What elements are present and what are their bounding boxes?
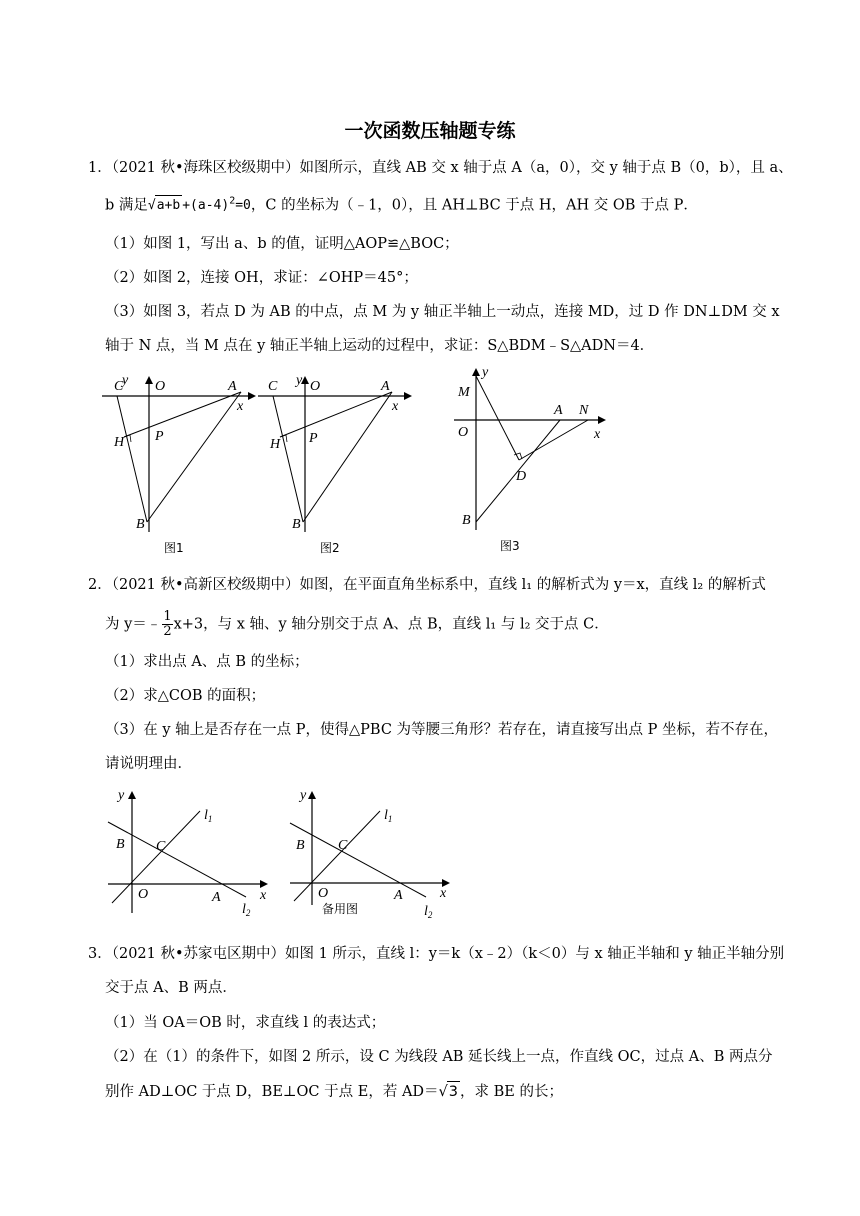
svg-text:B: B [292, 517, 301, 532]
svg-text:x: x [237, 399, 244, 414]
svg-text:l1: $l_1$ [204, 808, 213, 824]
svg-text:x: x [392, 399, 399, 414]
q1-exponent: 2 [229, 196, 236, 207]
q1-part1: （1）如图 1，写出 a、b 的值，证明△AOP≌△BOC； [105, 236, 459, 252]
q1-eq: =0 [235, 198, 251, 214]
svg-text:H: H [114, 435, 125, 450]
q2-line2-pre: 为 y＝﹣ [105, 616, 162, 633]
q1-part2: （2）如图 2，连接 OH，求证：∠OHP＝45°； [105, 270, 418, 286]
svg-text:D: D [516, 469, 527, 484]
svg-text:x: x [594, 427, 601, 442]
q1-figure-1 [100, 372, 260, 562]
q1-part3b: 轴于 N 点，当 M 点在 y 轴正半轴上运动的过程中，求证：S△BDM﹣S△ADN＝4． [105, 338, 655, 354]
svg-text:P: P [309, 431, 318, 446]
q2-backup-caption: 备用图 [322, 902, 359, 916]
q2-part3b: 请说明理由． [105, 756, 192, 772]
q2-part2: （2）求△COB 的面积； [105, 688, 266, 704]
q1-part3a: （3）如图 3，若点 D 为 AB 的中点，点 M 为 y 轴正半轴上一动点，连接 MD，过 D 作 DN⊥DM 交 x [105, 304, 780, 320]
svg-text:M: M [458, 385, 470, 400]
svg-text:O: O [458, 425, 469, 440]
q2-line2-post: x+3，与 x 轴、y 轴分别交于点 A、点 B，直线 l₁ 与 l₂ 交于点 C． [173, 616, 609, 633]
svg-text:y: y [300, 788, 307, 803]
q1-fig3-caption: 图3 [500, 539, 520, 553]
svg-text:l2: $l_2$ [242, 902, 251, 918]
q3-part2b-pre: 别作 AD⊥OC 于点 D，BE⊥OC 于点 E，若 AD＝ [105, 1084, 439, 1100]
svg-text:A: A [394, 888, 403, 903]
q2-frac-num: 1 [163, 609, 172, 624]
svg-text:C: C [338, 838, 348, 853]
q3-line2: 交于点 A、B 两点． [105, 980, 237, 996]
q3-part2b-post: ，求 BE 的长； [460, 1084, 563, 1100]
q3-part1: （1）当 OA＝OB 时，求直线 l 的表达式； [105, 1015, 386, 1031]
svg-text:l2: $l_2$ [424, 904, 433, 920]
q2-part3a: （3）在 y 轴上是否存在一点 P，使得△PBC 为等腰三角形？若存在，请直接写出点 P 坐标，若不存在， [105, 722, 779, 738]
svg-text:A: A [381, 379, 390, 394]
q3-sqrt-value: 3 [447, 1081, 460, 1102]
q2-figure-main [100, 785, 280, 929]
q1-fig1-caption: 图1 [164, 541, 184, 555]
q2-figure-backup [282, 785, 462, 929]
svg-text:A: A [212, 890, 221, 905]
q1-figure-3 [452, 362, 612, 562]
svg-text:x: x [260, 888, 267, 903]
svg-text:O: O [310, 379, 321, 394]
q1-formula2: +(a-4) [182, 198, 230, 214]
svg-text:P: P [155, 429, 164, 444]
svg-text:x: x [440, 886, 447, 901]
svg-text:B: B [136, 517, 145, 532]
q1-fig2-caption: 图2 [320, 541, 340, 555]
svg-text:O: O [318, 886, 329, 901]
q2-frac-den: 2 [163, 624, 172, 639]
q1-line2-post: ，C 的坐标为（﹣1，0），且 AH⊥BC 于点 H，AH 交 OB 于点 P． [250, 197, 698, 214]
q2-fraction [162, 610, 172, 639]
svg-text:y: y [118, 788, 125, 803]
q1-line2: b 满足$√a+b +(a-4)^2=0$，C 的坐标为（﹣1，0），且 AH⊥BC 于点 H，AH 交 OB 于点 P． [105, 192, 698, 216]
q1-sqrt-expr: a+b [155, 195, 182, 216]
q3-line1: 3．（2021 秋•苏家屯区期中）如图 1 所示，直线 l：y＝k（x﹣2）（k＜0）与 x 轴正半轴和 y 轴正半轴分别 [88, 946, 785, 962]
q2-part1: （1）求出点 A、点 B 的坐标； [105, 654, 309, 670]
q3-part2a: （2）在（1）的条件下，如图 2 所示，设 C 为线段 AB 延长线上一点，作直线 OC，过点 A、B 两点分 [105, 1049, 773, 1065]
page-title: 一次函数压轴题专练 [344, 120, 516, 142]
svg-text:N: N [579, 403, 589, 418]
q1-line2-pre: b 满足 [105, 197, 148, 214]
q1-line1: 1．（2021 秋•海珠区校级期中）如图所示，直线 AB 交 x 轴于点 A（a，0），交 y 轴于点 B（0，b），且 a、 [88, 160, 793, 176]
svg-text:y: y [122, 373, 129, 388]
svg-text:C: C [114, 379, 124, 394]
q3-part2b: 别作 AD⊥OC 于点 D，BE⊥OC 于点 E，若 AD＝√3 ，求 BE 的长； [105, 1081, 563, 1102]
q2-line2 [105, 610, 609, 639]
svg-text:O: O [138, 887, 149, 902]
svg-text:A: A [554, 403, 563, 418]
svg-text:B: B [116, 837, 125, 852]
svg-text:B: B [462, 513, 471, 528]
svg-text:O: O [155, 379, 166, 394]
q2-line1: 2．（2021 秋•高新区校级期中）如图，在平面直角坐标系中，直线 l₁ 的解析式为 y＝x，直线 l₂ 的解析式 [88, 577, 766, 593]
q1-figure-2 [256, 372, 416, 562]
svg-text:B: B [296, 838, 305, 853]
svg-text:A: A [228, 379, 237, 394]
svg-text:H: H [270, 437, 281, 452]
svg-text:y: y [482, 365, 489, 380]
svg-text:C: C [268, 379, 278, 394]
svg-text:C: C [156, 839, 166, 854]
svg-text:l1: $l_1$ [384, 808, 393, 824]
svg-text:y: y [296, 373, 303, 388]
